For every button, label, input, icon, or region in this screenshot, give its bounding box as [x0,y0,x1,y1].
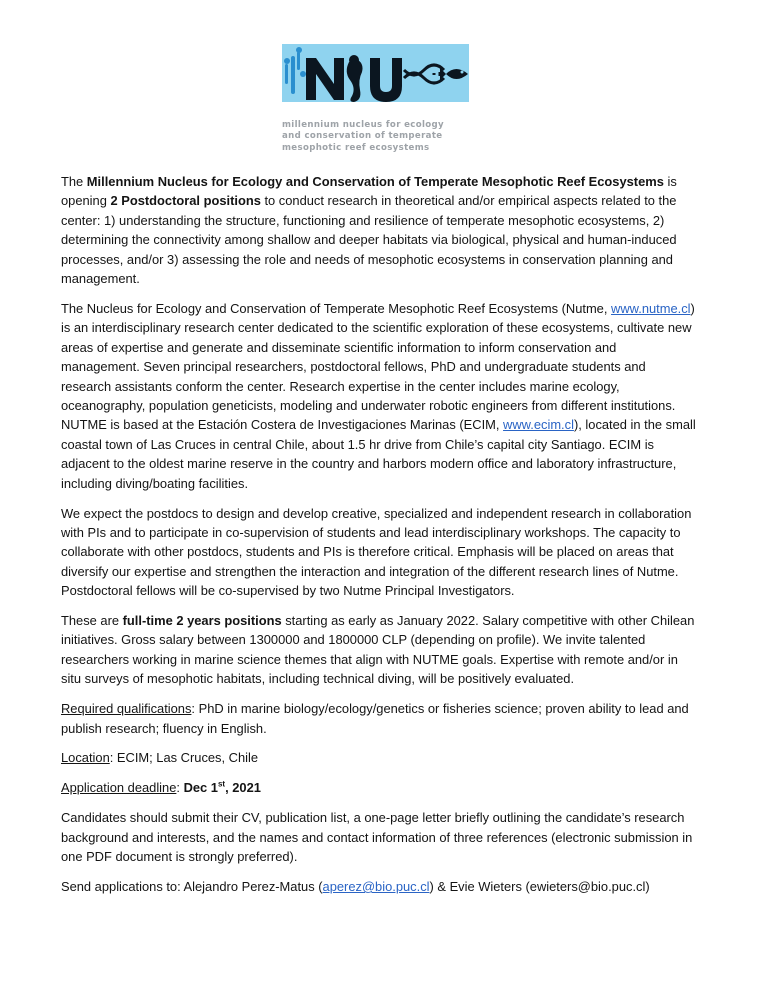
nutme-website-link[interactable]: www.nutme.cl [611,300,691,316]
location-sep: : [109,750,117,766]
position-type: full-time 2 years positions [122,613,282,629]
seahorse-icon [347,55,363,102]
send-applications [61,877,697,896]
intro-paragraph [61,172,697,288]
center-description-paragraph [61,299,697,493]
intro-text-1: The [61,174,87,189]
location [61,748,697,767]
announcement-body [61,172,697,907]
fish-eye-icon [461,71,464,74]
logo-letter-u [370,58,402,102]
fish-icon [440,68,468,80]
send-text-1: Send applications to: Alejandro Perez-Matus ( [61,879,323,894]
intro-text-3: to conduct research in theoretical and/or empirical aspects related to the center: 1) understanding the structure, functioning and resilience of temperate mesophotic ecosystems, 2) determining the connectivity among shallow and deeper habitats via biological, physical and human-induced processes, and/or 3) assessing the role and needs of mesophotic ecosystems in conservation planning and management. [61,193,677,287]
qualifications-sep: : [191,701,199,717]
nutme-logo [282,44,472,164]
deadline-year: , 2021 [225,780,261,796]
deadline-label: Application deadline [61,780,177,796]
send-text-2: ) & Evie Wieters (ewieters@bio.puc.cl) [429,879,650,894]
logo-graphic [282,44,472,106]
expectations-paragraph: We expect the postdocs to design and develop creative, specialized and independent research in collaboration with PIs and to participate in co-supervision of students and lead interdisciplinary workshops. The capacity to collaborate with other postdocs, students and PIs is therefore critical. Emphasis will be placed on areas that diversify our expertise and strengthen the interaction and integration of the different research lines of Nutme. Postdoctoral fellows will be co-supervised by two Nutme Principal Investigators. [61,505,692,599]
coral-icon [284,47,306,94]
intro-text-2: is opening [61,174,677,209]
ecim-website-link[interactable]: www.ecim.cl [503,417,574,433]
deadline-day: Dec 1 [183,780,218,796]
aperez-email-link[interactable]: aperez@bio.puc.cl [322,879,430,894]
center-text-3: ), located in the small coastal town of Las Cruces in central Chile, about 1.5 hr drive from Chile’s capital city Santiago. ECIM is adjacent to the oldest marine reserve in the country and harbors modern office and laboratory infrastructure, including diving/boating facilities. [61,417,696,491]
center-text-1: The Nucleus for Ecology and Conservation of Temperate Mesophotic Reef Ecosystems (Nutme, [61,300,612,316]
deadline-sep: : [176,780,184,796]
qualifications-label: Required qualifications [61,701,192,717]
tagline-line-1: millennium nucleus for ecology [282,120,444,130]
nucleus-name: Millennium Nucleus for Ecology and Conservation of Temperate Mesophotic Reef Ecosystems [86,174,664,189]
location-value: ECIM; Las Cruces, Chile [116,750,259,766]
tagline-line-3: mesophotic reef ecosystems [282,142,430,153]
position-text-1: These are [61,613,123,629]
deadline-suffix: st [217,780,226,790]
position-text-2: starting as early as January 2022. Salary competitive with other Chilean initiatives. Gross salary between 1300000 and 1800000 CLP (depending on profile). We invite talented researchers working in marine science themes that align with NUTME goals. Expertise with remote and/or in situ surveys of mesophotic habitats, including technical diving, will be positively evaluated. [61,613,695,687]
logo-letter-n [306,58,344,100]
positions-count: 2 Postdoctoral positions [110,193,261,209]
dna-icon [404,65,444,83]
position-details-paragraph [61,611,697,689]
location-label: Location [61,750,110,766]
required-qualifications [61,699,697,738]
submission-instructions-paragraph: Candidates should submit their CV, publication list, a one-page letter briefly outlining the candidate’s research background and interests, and the names and contact information of three references (electronic submission in one PDF document is strongly preferred). [61,810,693,865]
logo-tagline [282,120,472,154]
deadline-date [184,780,261,795]
application-deadline [61,778,697,797]
qualifications-text: PhD in marine biology/ecology/genetics or fisheries science; proven ability to lead and publish research; fluency in English. [61,701,689,736]
tagline-line-2: and conservation of temperate [282,131,443,142]
center-text-2: ) is an interdisciplinary research center dedicated to the scientific exploration of these ecosystems, cultivate new areas of expertise and generate and disseminate scientific information to inform conservation and management. Seven principal researchers, postdoctoral fellows, PhD and undergraduate students and research assistants conform the center. Research expertise in the center includes marine ecology, oceanography, population geneticists, modeling and underwater robotic engineers from different institutions. NUTME is based at the Estación Costera de Investigaciones Marinas (ECIM, [61,300,695,433]
